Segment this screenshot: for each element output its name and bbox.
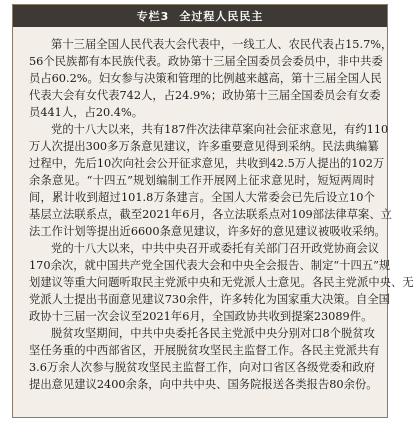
body-text-line: 代 表 大 会 有 女 代 表 742 人 ， 占 24.9% ； 政 协 第 十 三 届 全 国 委 员 会 有 女 委 — [29, 89, 381, 102]
body-text-line: 提 出 意 见 建 议 2400 余 条 ， 向 中 共 中 央 、 国 务 院 报 送 各 类 报 告 80 余 份 。 — [29, 378, 378, 391]
body-text-line: 170 余 次 ， 就 中 国 共 产 党 全 国 代 表 大 会 和 中 央 全 会 报 告 、 制 定 “ 十 四 五 ” 规 — [29, 259, 391, 272]
column-label: 专栏3 — [136, 10, 170, 23]
body-text-line: 3.6 万 余 人 次 参 与 脱 贫 攻 坚 民 主 监 督 工 作 ， 向 对 口 省 区 各 级 党 委 和 政 府 — [29, 361, 376, 374]
column-box — [12, 4, 414, 418]
body-text-line: 划 建 议 等 重 大 问 题 听 取 民 主 党 派 中 央 和 无 党 派 人 士 意 见 。 各 民 主 党 派 中 央 、 无 — [29, 276, 414, 289]
body-text-line: 党 的 十 八 大 以 来 ， 中 共 中 央 召 开 或 委 托 有 关 部 门 召 开 政 党 协 商 会 议 — [51, 242, 380, 255]
body-text-line: 脱 贫 攻 坚 期 间 ， 中 共 中 央 委 托 各 民 主 党 派 中 央 分 别 对 口 8 个 脱 贫 攻 — [51, 327, 375, 340]
body-text-line: 基 层 立 法 联 系 点 ， 截 至 2021 年 6 月 ， 各 立 法 联 系 点 对 109 部 法 律 草 案 、 立 — [29, 208, 392, 221]
body-text-line: 坚 任 务 重 的 中 西 部 省 区 ， 开 展 脱 贫 攻 坚 民 主 监 督 工 作 。 各 民 主 党 派 共 有 — [29, 344, 380, 357]
column-title: 全过程人民民主 — [179, 10, 264, 23]
body-text-line: 第 十 三 届 全 国 人 民 代 表 大 会 代 表 中 ， 一 线 工 人 、 农 民 代 表 占 15.7% ， — [51, 38, 393, 51]
body-text-line: 党 派 人 士 提 出 书 面 意 见 建 议 730 余 件 ， 许 多 转 化 为 国 家 重 大 决 策 。 自 全 国 — [29, 293, 390, 306]
column-header — [13, 5, 387, 27]
column-body — [29, 36, 414, 393]
body-text-line: 员 占 60.2% 。 妇 女 参 与 决 策 和 管 理 的 比 例 越 来 越 高 ， 第 十 三 届 全 国 人 民 — [29, 72, 382, 85]
body-text-line: 余 条 意 见 。 “ 十 四 五 ” 规 划 编 制 工 作 开 展 网 上 征 求 意 见 时 ， 短 短 两 周 时 — [29, 174, 375, 187]
body-text-line: 政 协 十 三 届 一 次 会 议 至 2021 年 6 月 ， 全 国 政 协 共 收 到 提 案 23089 件 。 — [29, 310, 373, 323]
body-text-line: 党 的 十 八 大 以 来 ， 共 有 187 件 次 法 律 草 案 向 社 会 征 求 意 见 ， 有 约 110 — [51, 123, 389, 136]
body-text-line: 过 程 中 ， 先 后 10 次 向 社 会 公 开 征 求 意 见 ， 共 收 到 42.5 万 人 提 出 的 102 万 — [29, 157, 385, 170]
body-text-line: 间 ， 累 计 收 到 超 过 101.8 万 条 建 言 。 全 国 人 大 常 委 会 已 先 后 设 立 10 个 — [29, 191, 375, 204]
body-text-line: 法 工 作 计 划 等 提 出 近 6600 条 意 见 建 议 ， 许 多 好 的 意 见 建 议 被 吸 收 采 纳 。 — [29, 225, 386, 238]
body-text-line: 万 人 次 提 出 300 多 万 条 意 见 建 议 ， 许 多 重 要 意 见 得 到 采 纳 。 民 法 典 编 纂 — [29, 140, 379, 153]
body-text-line: 56 个 民 族 都 有 本 民 族 代 表 。 政 协 第 十 三 届 全 国 委 员 会 委 员 中 ， 非 中 共 委 — [29, 55, 383, 68]
body-text-line: 员 441 人 ， 占 20.4% 。 — [29, 106, 144, 119]
